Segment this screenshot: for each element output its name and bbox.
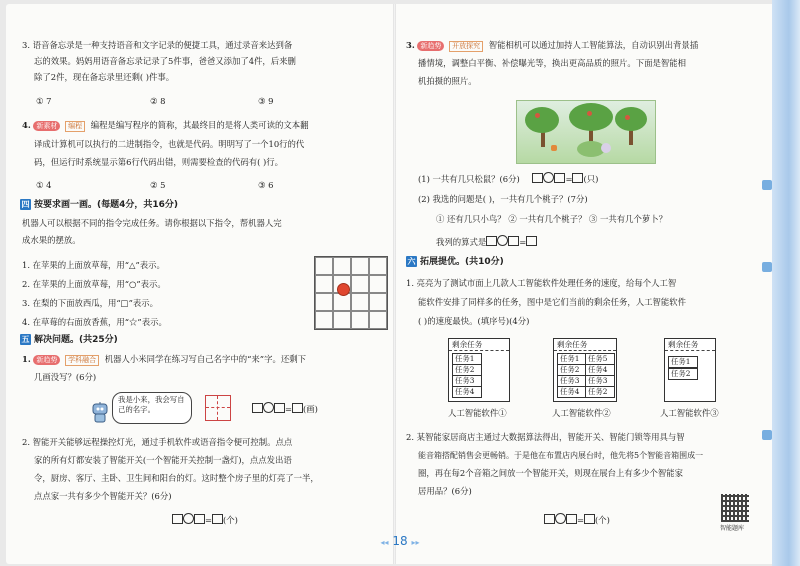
task-panel-header: 剩余任务 — [554, 339, 616, 351]
right-q3-formula[interactable]: 我列的算式是 = — [436, 235, 537, 248]
interdisciplinary-tag: 学科融合 — [65, 355, 99, 366]
page-footer — [0, 534, 800, 548]
task-item: 任务3 — [585, 375, 615, 387]
sec4-intro1: 机器人可以根据不同的指令完成任务。请你根据以下指令，帮机器人完 — [22, 218, 282, 228]
orchard-photo — [516, 100, 656, 164]
section-5-number: 五 — [21, 335, 30, 344]
sec6-q1-line1: 1. 亮亮为了测试市面上几款人工智能软件处理任务的速度，给每个人工智 — [406, 278, 677, 288]
peach-icon — [535, 113, 540, 118]
fruit-placement-grid[interactable] — [314, 256, 388, 330]
side-tab-marker — [762, 430, 772, 440]
right-q3-sub1-unit: (只) — [583, 174, 599, 184]
task-item: 任务4 — [557, 386, 587, 398]
task-panel-header: 剩余任务 — [665, 339, 715, 351]
task-item: 任务3 — [557, 375, 587, 387]
sec5-q1-header: 1. 新趋势 学科融合 机器人小米同学在练习写自己名字中的“来”字。还剩下 — [22, 354, 306, 364]
q4-number: 4. — [22, 120, 31, 130]
sec6-q1-line2: 能软件安排了同样多的任务，图中是它们当前的剩余任务，人工智能软件 — [418, 297, 686, 307]
q4-option-1: ① 4 — [36, 180, 52, 190]
sec5-q2-line4: 点点家一共有多少个智能开关？(6分) — [34, 491, 172, 501]
section-6-number: 六 — [407, 257, 416, 266]
right-q3-line1: 智能相机可以通过加持人工智能算法，自动识别出背景插 — [488, 40, 699, 50]
new-material-badge: 新素材 — [33, 121, 60, 131]
page-number: 18 — [392, 534, 408, 548]
side-tab-marker — [762, 180, 772, 190]
task-item: 任务4 — [585, 364, 615, 376]
open-inquiry-tag: 开放探究 — [449, 41, 483, 52]
sec5-q1-equation[interactable]: = (画) — [252, 402, 318, 415]
robot-icon — [88, 402, 112, 424]
q4-option-2: ② 5 — [150, 180, 166, 190]
right-q3-sub1 — [418, 172, 598, 185]
section-4-text: 按要求画一画。(每题4分，共16分) — [34, 200, 179, 210]
sec6-q2-line1: 2. 某智能家居商店主通过大数据算法得出，智能开关、智能门锁等用具与智 — [406, 432, 685, 442]
carrot-icon — [551, 145, 557, 151]
q3-option-3: ③ 9 — [258, 96, 274, 106]
task-item: 任务2 — [557, 364, 587, 376]
right-q3-line2: 播情境，调整白平衡、补偿曝光等，换出更高品质的照片。下面是智能相 — [418, 58, 686, 68]
sec4-item-4: 4. 在草莓的右面放香蕉，用“☆”表示。 — [22, 317, 167, 327]
sec4-intro2: 成水果的摆放。 — [22, 235, 81, 245]
q4-header — [22, 120, 309, 132]
speech-bubble-text: 我是小来，我会写自己的名字。 — [118, 395, 185, 414]
sec4-item-1: 1. 在苹果的上面放草莓，用“△”表示。 — [22, 260, 165, 270]
peach-icon — [625, 115, 630, 120]
page-edge-strip — [772, 0, 800, 566]
q4-line1: 编程是编写程序的简称，其最终目的是将人类可读的文本翻 — [90, 120, 309, 130]
sec6-q2-line3: 圈，再在每2个音箱之间放一个智能开关，则现在展台上有多少个智能家 — [418, 468, 683, 478]
right-q3-sub1-equation[interactable]: = (只) — [532, 174, 598, 184]
sec5-q2-line3: 令，厨房、客厅、主卧、卫生间和阳台的灯。这时整个房子里的灯亮了一半， — [34, 473, 319, 483]
software-label-3: 人工智能软件③ — [660, 408, 719, 418]
sec4-item-3: 3. 在梨的下面放西瓜，用“□”表示。 — [22, 298, 159, 308]
sec6-q2-unit: (个) — [595, 515, 610, 525]
q3-option-1: ① 7 — [36, 96, 52, 106]
sec5-q2-line1: 2. 智能开关能够远程操控灯光，通过手机软件或语音指令便可控制。点点 — [22, 437, 293, 447]
peach-icon — [587, 111, 592, 116]
sec5-q2-equation[interactable]: = (个) — [172, 513, 238, 526]
task-item: 任务1 — [452, 353, 482, 365]
rabbit-icon — [601, 143, 611, 153]
task-item: 任务2 — [585, 386, 615, 398]
sec6-q1-line3: ( )的速度最快。(填序号)(4分) — [418, 316, 530, 326]
section-4-title — [20, 199, 178, 211]
sec5-q1-unit: (画) — [303, 404, 318, 414]
q3-option-2: ② 8 — [150, 96, 166, 106]
prev-arrow-icon: ◂◂ — [380, 538, 389, 547]
q3-line3: 除了2件，现在备忘录里还剩( )件事。 — [34, 72, 175, 82]
character-grid-box — [205, 395, 231, 421]
task-item: 任务1 — [668, 356, 698, 368]
qr-caption: 智能题库 — [720, 525, 745, 532]
sec4-item-2: 2. 在苹果的上面放草莓，用“○”表示。 — [22, 279, 166, 289]
sec5-q1-line1: 机器人小米同学在练习写自己名字中的“来”字。还剩下 — [104, 354, 306, 364]
section-5-text: 解决问题。(共25分) — [34, 335, 118, 345]
q4-option-3: ③ 6 — [258, 180, 274, 190]
task-item: 任务3 — [452, 375, 482, 387]
software-label-2: 人工智能软件② — [552, 408, 611, 418]
section-6-text: 拓展提优。(共10分) — [420, 257, 504, 267]
q3-line1: 3. 语音备忘录是一种支持语音和文字记录的便捷工具，通过录音来达到备 — [22, 40, 293, 50]
task-item: 任务2 — [668, 368, 698, 380]
task-panel-header: 剩余任务 — [449, 339, 509, 351]
right-q3-sub1-text: (1) 一共有几只松鼠？(6分) — [418, 174, 520, 184]
right-q3-header — [406, 40, 698, 52]
task-item: 任务5 — [585, 353, 615, 365]
section-4-number: 四 — [21, 200, 30, 209]
sec6-q2-line2: 能音箱搭配销售会更畅销。于是他在布置店内展台时，他先将5个智能音箱围成一 — [418, 451, 704, 460]
next-arrow-icon: ▸▸ — [411, 538, 420, 547]
right-q3-line3: 机拍摄的照片。 — [418, 76, 477, 86]
apple-icon — [337, 283, 350, 296]
new-trend-badge: 新趋势 — [33, 355, 60, 365]
q3-line2: 忘的效果。妈妈用语音备忘录记录了5件事，爸爸又添加了4件，后来删 — [34, 56, 296, 66]
sec6-q2-equation[interactable]: = (个) — [544, 513, 610, 526]
sec5-q2-line2: 家的所有灯都安装了智能开关(一个智能开关控制一盏灯)，点点发出语 — [34, 455, 292, 465]
right-new-trend-badge: 新趋势 — [417, 41, 444, 51]
page-fold — [393, 4, 396, 564]
right-q3-number: 3. — [406, 40, 415, 50]
section-6-title — [406, 256, 504, 268]
task-item: 任务1 — [557, 353, 587, 365]
right-q3-sub2: (2) 我选的问题是( )，一共有几个桃子？(7分) — [418, 194, 588, 204]
right-q3-formula-label: 我列的算式是 — [436, 237, 487, 247]
q4-line2: 译成计算机可以执行的二进制指令，也就是代码。明明写了一个10行的代 — [34, 139, 305, 149]
sec5-q2-unit: (个) — [223, 515, 238, 525]
programming-tag: 编程 — [65, 121, 85, 132]
right-q3-sub2-options: ① 还有几只小鸟？ ② 一共有几个桃子？ ③ 一共有几个萝卜？ — [436, 214, 668, 224]
task-item: 任务2 — [452, 364, 482, 376]
q4-line3: 码，但运行时系统显示第6行代码出错，则需要检查的代码有( )行。 — [34, 157, 284, 167]
section-5-title — [20, 334, 118, 346]
task-item: 任务4 — [452, 386, 482, 398]
qr-code-icon[interactable] — [721, 494, 749, 522]
software-label-1: 人工智能软件① — [448, 408, 507, 418]
sec5-q1-line2: 几画没写？(6分) — [34, 372, 97, 382]
sec6-q2-line4: 居用品？(6分) — [418, 486, 472, 496]
side-tab-marker — [762, 262, 772, 272]
